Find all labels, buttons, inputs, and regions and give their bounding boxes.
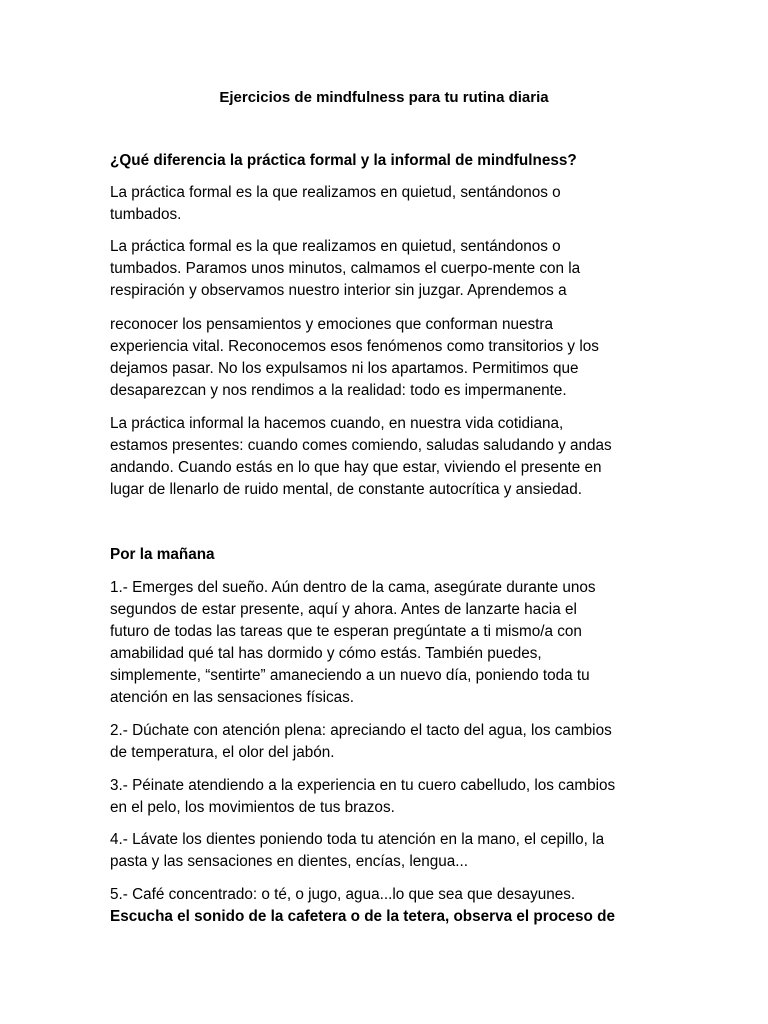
text-line: respiración y observamos nuestro interior sin juzgar. Aprendemos a (110, 282, 567, 299)
list-item-1 (110, 577, 670, 709)
text-line: tumbados. (110, 206, 182, 223)
list-item-2 (110, 720, 670, 764)
text-line: 1.- Emerges del sueño. Aún dentro de la cama, asegúrate durante unos (110, 579, 596, 596)
text-line: andando. Cuando estás en lo que hay que estar, viviendo el presente en (110, 459, 602, 476)
text-line: amabilidad qué tal has dormido y cómo estás. También puedes, (110, 645, 542, 662)
text-line: desaparezcan y nos rendimos a la realidad: todo es impermanente. (110, 382, 567, 399)
paragraph-formal-3 (110, 314, 670, 402)
text-line: La práctica formal es la que realizamos en quietud, sentándonos o (110, 184, 561, 201)
list-item-5 (110, 884, 670, 928)
text-line: atención en las sensaciones físicas. (110, 689, 355, 706)
text-line: pasta y las sensaciones en dientes, encías, lengua... (110, 853, 469, 870)
text-line: estamos presentes: cuando comes comiendo, saludas saludando y andas (110, 437, 612, 454)
text-line: experiencia vital. Reconocemos esos fenómenos como transitorios y los (110, 338, 599, 355)
list-item-4 (110, 829, 670, 873)
paragraph-formal-2 (110, 236, 670, 302)
paragraph-informal (110, 413, 670, 501)
text-line: dejamos pasar. No los expulsamos ni los apartamos. Permitimos que (110, 360, 579, 377)
section-heading-morning: Por la mañana (110, 546, 215, 563)
question-heading: ¿Qué diferencia la práctica formal y la informal de mindfulness? (110, 152, 577, 169)
text-line: La práctica formal es la que realizamos en quietud, sentándonos o (110, 238, 561, 255)
text-line: simplemente, “sentirte” amaneciendo a un nuevo día, poniendo toda tu (110, 667, 590, 684)
text-line: reconocer los pensamientos y emociones que conforman nuestra (110, 316, 554, 333)
text-line: tumbados. Paramos unos minutos, calmamos el cuerpo-mente con la (110, 260, 581, 277)
text-line: segundos de estar presente, aquí y ahora. Antes de lanzarte hacia el (110, 601, 577, 618)
text-line: La práctica informal la hacemos cuando, en nuestra vida cotidiana, (110, 415, 564, 432)
text-line: 5.- Café concentrado: o té, o jugo, agua...lo que sea que desayunes. (110, 886, 576, 903)
text-line: Escucha el sonido de la cafetera o de la tetera, observa el proceso de (110, 908, 615, 925)
text-line: lugar de llenarlo de ruido mental, de constante autocrítica y ansiedad. (110, 481, 582, 498)
list-item-3 (110, 775, 670, 819)
text-line: 3.- Péinate atendiendo a la experiencia en tu cuero cabelludo, los cambios (110, 777, 616, 794)
document-title: Ejercicios de mindfulness para tu rutina diaria (219, 89, 549, 106)
paragraph-formal-1 (110, 182, 670, 226)
text-line: 4.- Lávate los dientes poniendo toda tu atención en la mano, el cepillo, la (110, 831, 605, 848)
text-line: futuro de todas las tareas que te esperan pregúntate a ti mismo/a con (110, 623, 582, 640)
text-line: de temperatura, el olor del jabón. (110, 744, 335, 761)
text-line: en el pelo, los movimientos de tus brazos. (110, 799, 395, 816)
text-line: 2.- Dúchate con atención plena: apreciando el tacto del agua, los cambios (110, 722, 612, 739)
